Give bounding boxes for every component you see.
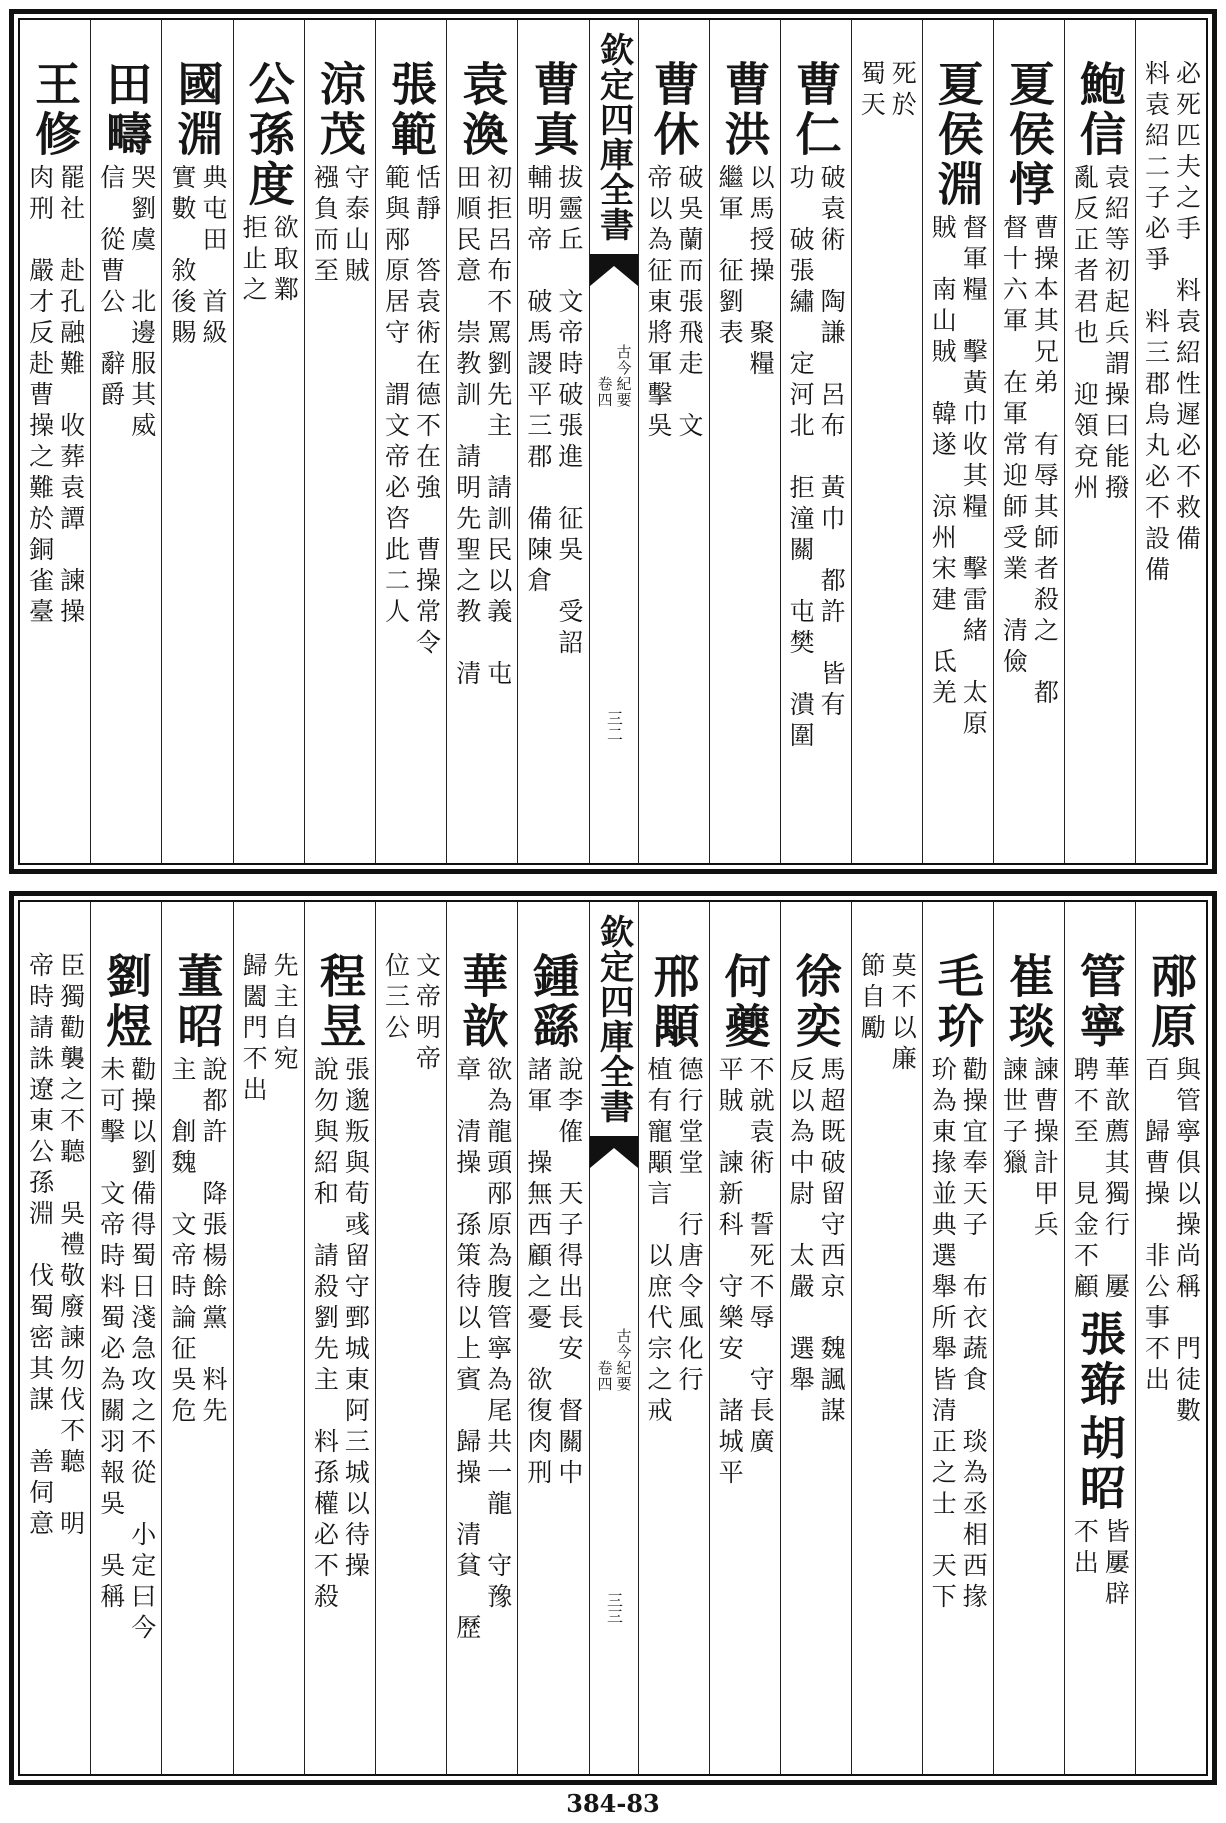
- person-name: 王修: [28, 60, 83, 160]
- person-name: 胡昭: [1072, 1414, 1127, 1514]
- annotation-line: 破袁術 陶謙 呂布 黃巾 都許 皆有: [817, 164, 847, 722]
- annotation-line: 莫不以廉: [888, 952, 918, 1076]
- book-title: 古今紀要: [614, 344, 633, 408]
- annotation: [786, 164, 845, 753]
- annotation-line: 不就袁術 誓死不辱 守長廣: [746, 1056, 776, 1459]
- person-name: 徐奕: [788, 952, 843, 1052]
- annotation-line: 破吳蘭而張飛走 文: [675, 164, 705, 443]
- block-center-column: [589, 20, 638, 863]
- left-half-page: [20, 902, 589, 1774]
- annotation-line: 說都許 降張楊餘黨 料先: [198, 1056, 228, 1428]
- annotation-line: 華歆薦其獨行 屢: [1101, 1056, 1131, 1304]
- annotation-line: 諫世子獵: [999, 1056, 1029, 1180]
- text-column: [638, 20, 709, 863]
- annotation: [453, 1056, 512, 1645]
- annotation-line: 百 歸曹操 非公事不出: [1141, 1056, 1171, 1397]
- annotation-line: 哭劉虞 北邊服其威: [127, 164, 157, 443]
- text-column: [446, 20, 517, 863]
- text-column: [517, 20, 588, 863]
- right-half-page: [638, 902, 1207, 1774]
- page-number: 384-83: [566, 1789, 660, 1818]
- annotation-line: 襁負而至: [310, 164, 340, 288]
- annotation: [453, 164, 512, 691]
- text-column: [851, 902, 922, 1774]
- person-name: 夏侯淵: [930, 60, 985, 210]
- folio-number: 三二: [604, 710, 624, 742]
- annotation-line: 諸軍 操無西顧之憂 欲復肉刑: [523, 1056, 553, 1490]
- annotation-line: 未可擊 文帝時料蜀必為關羽報吳 吳稱: [96, 1056, 126, 1614]
- text-column: [375, 902, 446, 1774]
- person-name: 袁渙: [455, 60, 510, 160]
- person-name: 崔琰: [1001, 952, 1056, 1052]
- annotation: [1141, 1056, 1200, 1428]
- annotation-line: 先主自宛: [270, 952, 300, 1076]
- volume-label: 卷四: [595, 376, 614, 408]
- book-title: 古今紀要: [614, 1328, 633, 1392]
- annotation-line: 說李傕 天子得出長安 督關中: [554, 1056, 584, 1490]
- annotation-line: 帝以為征東將軍擊吳: [644, 164, 674, 443]
- fishtail-mark-icon: [590, 1134, 638, 1168]
- annotation-line: 平賊 諫新科 守樂安 諸城平: [715, 1056, 745, 1490]
- annotation-line: 實數 敘後賜: [167, 164, 197, 350]
- text-column: [446, 902, 517, 1774]
- person-name: 華歆: [455, 952, 510, 1052]
- annotation-line: 繼軍 征劉表: [715, 164, 745, 350]
- annotation: [168, 1056, 227, 1428]
- annotation-line: 拔靈丘 文帝時破張進 征吳 受詔: [554, 164, 584, 660]
- annotation-line: 勸操以劉備得蜀日淺急攻之不從 小定曰今: [127, 1056, 157, 1645]
- person-name: 張臶: [1072, 1310, 1127, 1410]
- left-half-page: [20, 20, 589, 863]
- text-column: [20, 20, 90, 863]
- text-column: [1064, 20, 1135, 863]
- annotation: [928, 214, 987, 741]
- annotation: [928, 1056, 987, 1614]
- person-name: 曹仁: [788, 60, 843, 160]
- annotation: [97, 1056, 156, 1645]
- annotation-line: 文帝明帝: [412, 952, 442, 1076]
- text-column: [304, 20, 375, 863]
- annotation: [1070, 164, 1129, 505]
- text-column: [90, 20, 161, 863]
- collection-title: 欽定四庫全書: [593, 914, 634, 1124]
- annotation-line: 亂反正者君也 迎領兗州: [1070, 164, 1100, 505]
- annotation: [644, 1056, 703, 1428]
- person-name: 邴原: [1143, 952, 1198, 1052]
- book-label: [590, 1328, 638, 1392]
- annotation: [310, 164, 369, 288]
- annotation: [26, 164, 85, 629]
- text-column: [1064, 902, 1135, 1774]
- annotation-line: 初拒呂布不罵劉先主 請訓民以義 屯: [483, 164, 513, 691]
- person-name: 國淵: [170, 60, 225, 160]
- annotation: [644, 164, 703, 443]
- annotation-line: 張邈叛與荀彧留守鄄城東阿三城以待操: [341, 1056, 371, 1583]
- annotation-line: 蜀天: [857, 60, 887, 122]
- person-name: 曹真: [526, 60, 581, 160]
- annotation-line: 死於: [888, 60, 918, 122]
- annotation-line: 拒止之: [239, 214, 269, 307]
- annotation-line: 皆屢辟: [1101, 1518, 1131, 1611]
- annotation: [715, 1056, 774, 1490]
- annotation: [97, 164, 156, 443]
- person-name: 涼茂: [312, 60, 367, 160]
- text-column: [375, 20, 446, 863]
- annotation: [1070, 1056, 1129, 1304]
- person-name: 田疇: [99, 60, 154, 160]
- text-column: [993, 20, 1064, 863]
- annotation-line: 章 清操 孫策待以上賓 歸操 清貧 歷: [452, 1056, 482, 1645]
- text-column: [922, 20, 993, 863]
- text-column: [161, 902, 232, 1774]
- annotation-line: 典屯田 首級: [198, 164, 228, 350]
- annotation: [999, 214, 1058, 710]
- annotation-line: 說勿與紹和 請殺劉先主 料孫權必不殺: [310, 1056, 340, 1614]
- annotation-line: 賊 南山賊 韓遂 涼州宋建 氐羌: [928, 214, 958, 710]
- block-center-column: [589, 902, 638, 1774]
- person-name: 董昭: [170, 952, 225, 1052]
- annotation-line: 肉刑 嚴才反赴曹操之難於銅雀臺: [25, 164, 55, 629]
- annotation-line: 德行堂堂 行唐令風化行: [675, 1056, 705, 1397]
- fishtail-mark-icon: [590, 252, 638, 286]
- text-column: [638, 902, 709, 1774]
- person-name: 程昱: [312, 952, 367, 1052]
- person-name: 公孫度: [241, 60, 296, 210]
- annotation-line: 主 創魏 文帝時論征吳危: [167, 1056, 197, 1428]
- annotation: [310, 1056, 369, 1614]
- text-column: [233, 902, 304, 1774]
- folio-frame: [18, 18, 1208, 865]
- annotation-line: 以馬授操 聚糧: [746, 164, 776, 381]
- annotation: [239, 214, 298, 307]
- annotation-line: 不出: [1070, 1518, 1100, 1580]
- annotation-line: 帝時請誅遼東公孫淵 伐蜀密其謀 善伺意: [25, 952, 55, 1541]
- annotation-line: 聘不至 見金不顧: [1070, 1056, 1100, 1304]
- folio-number: 三三: [604, 1592, 624, 1624]
- annotation-line: 信 從曹公 辭爵: [96, 164, 126, 412]
- annotation-line: 反以為中尉 太嚴 選舉: [786, 1056, 816, 1397]
- person-name: 邢顒: [646, 952, 701, 1052]
- text-column: [517, 902, 588, 1774]
- annotation-line: 諫曹操計甲兵: [1030, 1056, 1060, 1242]
- annotation-line: 欲取鄴: [270, 214, 300, 307]
- collection-title: 欽定四庫全書: [593, 32, 634, 242]
- person-name: 鮑信: [1072, 60, 1127, 160]
- person-name: 夏侯惇: [1001, 60, 1056, 210]
- annotation-line: 必死匹夫之手 料袁紹性遲必不救備: [1172, 60, 1202, 556]
- annotation: [786, 1056, 845, 1428]
- text-column: [709, 20, 780, 863]
- annotation-line: 恬靜 答袁術在德不在強 曹操常令: [412, 164, 442, 660]
- annotation-line: 料袁紹二子必爭 料三郡烏丸必不設備: [1141, 60, 1171, 587]
- annotation-line: 馬超既破留守西京 魏諷謀: [817, 1056, 847, 1428]
- annotation-line: 田順民意 崇教訓 請明先聖之教 清: [452, 164, 482, 691]
- text-column: [780, 902, 851, 1774]
- annotation-line: 玠為東掾並典選舉所舉皆清正之士 天下: [928, 1056, 958, 1614]
- annotation: [524, 164, 583, 660]
- annotation-line: 督十六軍 在軍常迎師受業 清儉: [999, 214, 1029, 679]
- annotation: [524, 1056, 583, 1490]
- annotation: [239, 952, 298, 1107]
- annotation-line: 曹操本其兄弟 有辱其師者殺之 都: [1030, 214, 1060, 710]
- folio-frame: [18, 900, 1208, 1776]
- annotation-line: 督軍糧 擊黃巾收其糧 擊雷緒 太原: [959, 214, 989, 741]
- text-column: [90, 902, 161, 1774]
- person-name: 管寧: [1072, 952, 1127, 1052]
- lower-folio: [9, 891, 1217, 1785]
- text-column: [1135, 20, 1206, 863]
- annotation: [715, 164, 774, 381]
- annotation-line: 欲為龍頭邴原為腹管寧為尾共一龍 守豫: [483, 1056, 513, 1614]
- annotation-line: 與管寧俱以操尚稱 門徒數: [1172, 1056, 1202, 1428]
- annotation: [1141, 60, 1200, 587]
- annotation: [999, 1056, 1058, 1242]
- person-name: 劉煜: [99, 952, 154, 1052]
- text-column: [709, 902, 780, 1774]
- upper-folio: [9, 9, 1217, 874]
- annotation-line: 範與邴原居守 謂文帝必咨此二人: [381, 164, 411, 629]
- annotation-line: 植有寵顒言 以庶代宗之戒: [644, 1056, 674, 1428]
- annotation: [168, 164, 227, 350]
- annotation: [857, 60, 916, 122]
- text-column: [233, 20, 304, 863]
- text-column: [304, 902, 375, 1774]
- annotation-line: 罷社 赴孔融難 收葬袁譚 諫操: [56, 164, 86, 629]
- annotation: [26, 952, 85, 1541]
- text-column: [780, 20, 851, 863]
- annotation-line: 臣獨勸襲之不聽 吳禮敬廢諫勿伐不聽 明: [56, 952, 86, 1541]
- annotation-line: 位三公: [381, 952, 411, 1045]
- annotation: [1070, 1518, 1129, 1611]
- person-name: 何夔: [717, 952, 772, 1052]
- annotation-line: 輔明帝 破馬謖平三郡 備陳倉: [523, 164, 553, 598]
- book-label: [590, 344, 638, 408]
- person-name: 曹休: [646, 60, 701, 160]
- text-column: [20, 902, 90, 1774]
- annotation: [857, 952, 916, 1076]
- text-column: [851, 20, 922, 863]
- text-column: [161, 20, 232, 863]
- text-column: [922, 902, 993, 1774]
- annotation-line: 勸操宜奉天子 布衣蔬食 琰為丞相西掾: [959, 1056, 989, 1614]
- person-name: 曹洪: [717, 60, 772, 160]
- right-half-page: [638, 20, 1207, 863]
- annotation-line: 節自勵: [857, 952, 887, 1045]
- annotation-line: 功 破張繡 定河北 拒潼關 屯樊 潰圍: [786, 164, 816, 753]
- annotation-line: 袁紹等初起兵謂操曰能撥: [1101, 164, 1131, 505]
- person-name: 鍾繇: [526, 952, 581, 1052]
- annotation: [382, 952, 441, 1076]
- annotation-line: 守泰山賊: [341, 164, 371, 288]
- annotation: [382, 164, 441, 660]
- person-name: 張範: [384, 60, 439, 160]
- annotation-line: 歸闔門不出: [239, 952, 269, 1107]
- text-column: [993, 902, 1064, 1774]
- text-column: [1135, 902, 1206, 1774]
- person-name: 毛玠: [930, 952, 985, 1052]
- volume-label: 卷四: [595, 1360, 614, 1392]
